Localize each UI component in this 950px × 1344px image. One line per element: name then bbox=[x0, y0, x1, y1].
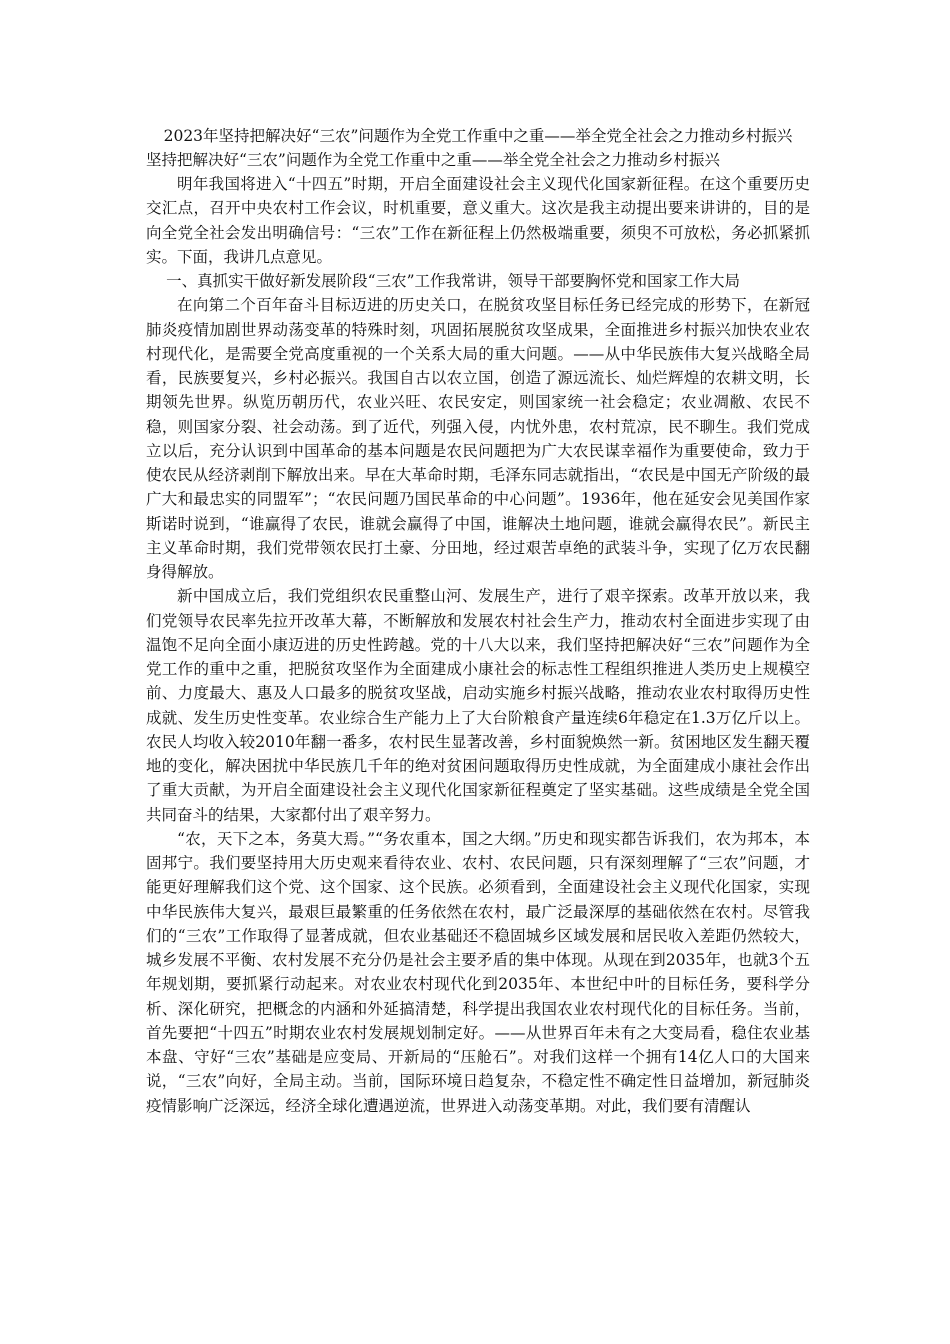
document-title: 2023年坚持把解决好“三农”问题作为全党工作重中之重——举全党全社会之力推动乡村振兴 bbox=[163, 127, 793, 145]
paragraph-achievements: 新中国成立后，我们党组织农民重整山河、发展生产，进行了艰辛探索。改革开放以来，我们党领导农民率先拉开改革大幕，不断解放和发展农村社会生产力，推动农村全面进步实现了由温饱不足向全面小康迈进的历史性跨越。党的十八大以来，我们坚持把解决好“三农”问题作为全党工作的重中之重，把脱贫攻坚作为全面建成小康社会的标志性工程组织推进人类历史上规模空前、力度最大、惠及人口最多的脱贫攻坚战，启动实施乡村振兴战略，推动农业农村取得历史性成就、发生历史性变革。农业综合生产能力上了大台阶粮食产量连续6年稳定在1.3万亿斤以上。农民人均收入较2010年翻一番多，农村民生显著改善，乡村面貌焕然一新。贫困地区发生翻天覆地的变化，解决困扰中华民族几千年的绝对贫困问题取得历史性成就，为全面建成小康社会作出了重大贡献，为开启全面建设社会主义现代化国家新征程奠定了坚实基础。这些成绩是全党全国共同奋斗的结果，大家都付出了艰辛努力。 bbox=[146, 587, 810, 824]
document-subtitle: 坚持把解决好“三农”问题作为全党工作重中之重——举全党全社会之力推动乡村振兴 bbox=[146, 151, 720, 169]
paragraph-history: 在向第二个百年奋斗目标迈进的历史关口，在脱贫攻坚目标任务已经完成的形势下，在新冠肺炎疫情加剧世界动荡变革的特殊时刻，巩固拓展脱贫攻坚成果，全面推进乡村振兴加快农业农村现代化，是需要全党高度重视的一个关系大局的重大问题。——从中华民族伟大复兴战略全局看，民族要复兴，乡村必振兴。我国自古以农立国，创造了源远流长、灿烂辉煌的农耕文明，长期领先世界。纵览历朝历代，农业兴旺、农民安定，则国家统一社会稳定；农业凋敝、农民不稳，则国家分裂、社会动荡。到了近代，列强入侵，内忧外患，农村荒凉，民不聊生。我们党成立以后，充分认识到中国革命的基本问题是农民问题把为广大农民谋幸福作为重要使命，致力于使农民从经济剥削下解放出来。早在大革命时期，毛泽东同志就指出，“农民是中国无产阶级的最广大和最忠实的同盟军”；“农民问题乃国民革命的中心问题”。1936年，他在延安会见美国作家斯诺时说到，“谁赢得了农民，谁就会赢得了中国，谁解决土地问题，谁就会赢得农民”。新民主主义革命时期，我们党带领农民打土豪、分田地，经过艰苦卓绝的武装斗争，实现了亿万农民翻身得解放。 bbox=[146, 296, 810, 581]
document-page bbox=[146, 124, 810, 1118]
paragraph-outlook: “农，天下之本，务莫大焉。”“务农重本，国之大纲。”历史和现实都告诉我们，农为邦本，本固邦宁。我们要坚持用大历史观来看待农业、农村、农民问题，只有深刻理解了“三农”问题，才能更好理解我们这个党、这个国家、这个民族。必须看到，全面建设社会主义现代化国家，实现中华民族伟大复兴，最艰巨最繁重的任务依然在农村，最广泛最深厚的基础依然在农村。尽管我们的“三农”工作取得了显著成就，但农业基础还不稳固城乡区域发展和居民收入差距仍然较大，城乡发展不平衡、农村发展不充分仍是社会主要矛盾的集中体现。从现在到2035年，也就3个五年规划期，要抓紧行动起来。对农业农村现代化到2035年、本世纪中叶的目标任务，要科学分析、深化研究，把概念的内涵和外延搞清楚，科学提出我国农业农村现代化的目标任务。当前，首先要把“十四五”时期农业农村发展规划制定好。——从世界百年未有之大变局看，稳住农业基本盘、守好“三农”基础是应变局、开新局的“压舱石”。对我们这样一个拥有14亿人口的大国来说，“三农”向好，全局主动。当前，国际环境日趋复杂，不稳定性不确定性日益增加，新冠肺炎疫情影响广泛深远，经济全球化遭遇逆流，世界进入动荡变革期。对此，我们要有清醒认 bbox=[146, 829, 810, 1115]
section-heading: 一、真抓实干做好新发展阶段“三农”工作我常讲，领导干部要胸怀党和国家工作大局 bbox=[166, 272, 740, 290]
paragraph-intro: 明年我国将进入“十四五”时期，开启全面建设社会主义现代化国家新征程。在这个重要历史交汇点，召开中央农村工作会议，时机重要，意义重大。这次是我主动提出要来讲讲的，目的是向全党全社会发出明确信号：“三农”工作在新征程上仍然极端重要，须臾不可放松，务必抓紧抓实。下面，我讲几点意见。 bbox=[146, 175, 810, 266]
